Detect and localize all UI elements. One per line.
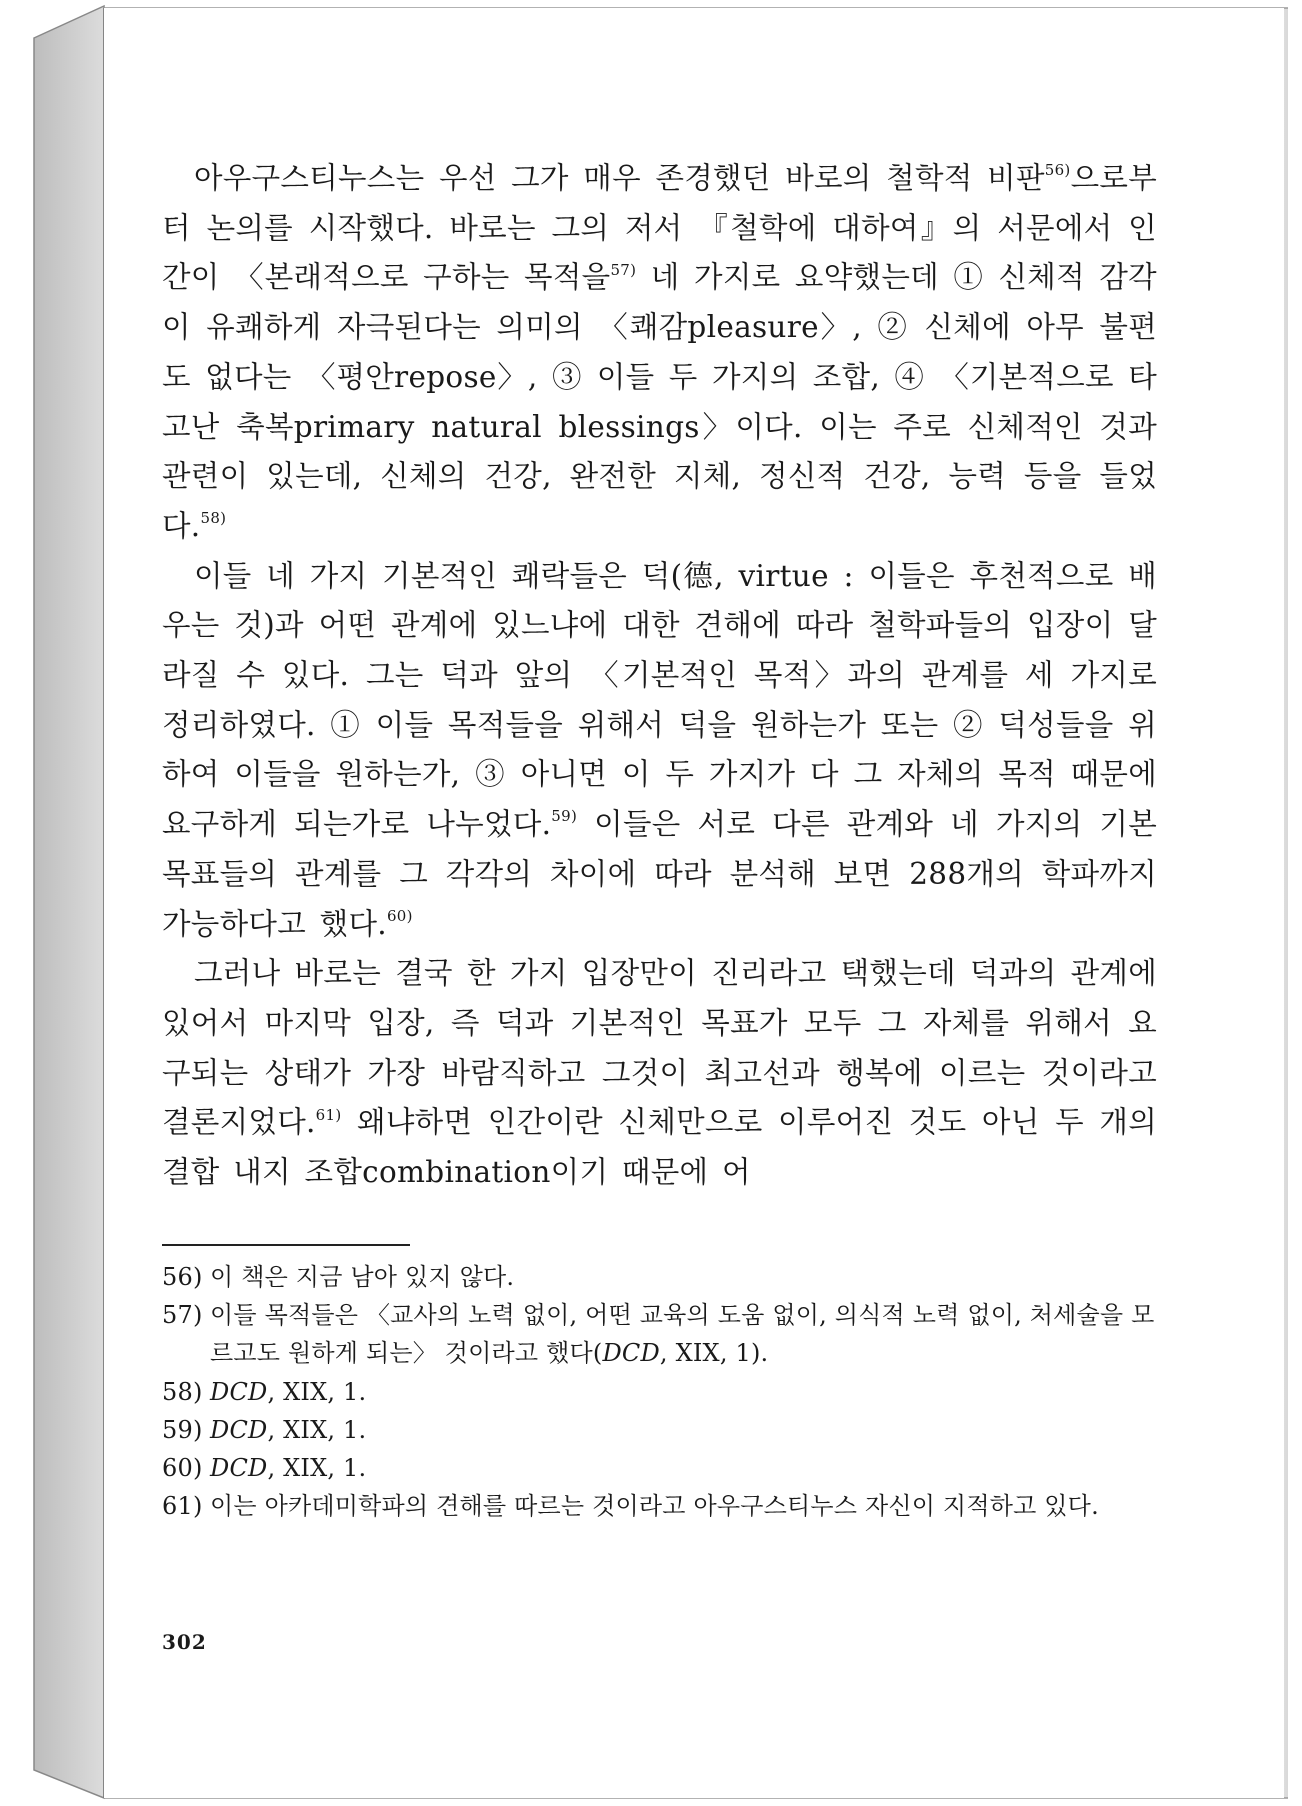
- footnotes-list: [162, 1258, 1157, 1525]
- footnote-text: 이들 목적들은 〈교사의 노력 없이, 어떤 교육의 도움 없이, 의식적 노력 없이, 처세술을 모르고도 원하게 되는〉 것이라고 했다(: [210, 1301, 1155, 1368]
- paragraph-2-text-1: 이들 네 가지 기본적인 쾌락들은 덕(德, virtue : 이들은 후천적으로 배우는 것)과 어떤 관계에 있느냐에 대한 견해에 따라 철학파들의 입장이 달라질 수 있다. 그는 덕과 앞의 〈기본적인 목적〉과의 관계를 세 가지로 정리하였다. ① 이들 목적들을 위해서 덕을 원하는가 또는 ② 덕성들을 위하여 이들을 원하는가, ③ 아니면 이 두 가지가 다 그 자체의 목적 때문에 요구하게 되는가로 나누었다.: [162, 558, 1157, 842]
- footnote-ref-57[interactable]: 57): [610, 260, 637, 279]
- footnote-source: DCD: [210, 1415, 268, 1444]
- paragraph-3: [162, 949, 1157, 1198]
- footnote-ref-59[interactable]: 59): [551, 807, 578, 826]
- footnote-ref-60[interactable]: 60): [386, 906, 413, 925]
- footnote-56: [162, 1258, 1157, 1296]
- paragraph-1-text-3: 네 가지로 요약했는데 ① 신체적 감각이 유쾌하게 자극된다는 의미의 〈쾌감pleasure〉, ② 신체에 아무 불편도 없다는 〈평안repose〉, ③ 이들 두 가지의 조합, ④ 〈기본적으로 타고난 축복primary natural blessings〉이다. 이는 주로 신체적인 것과 관련이 있는데, 신체의 건강, 완전한 지체, 정신적 건강, 능력 등을 들었다.: [162, 260, 1157, 543]
- footnote-divider: [162, 1244, 410, 1246]
- footnote-ref-58[interactable]: 58): [200, 509, 227, 528]
- paragraph-1-text-2: 으로부터 논의를 시작했다. 바로는 그의 저서 『철학에 대하여』의 서문에서 인간이 〈본래적으로 구하는 목적을: [162, 161, 1157, 295]
- footnote-59: [162, 1411, 1157, 1449]
- body-text: [162, 154, 1157, 1198]
- footnote-source: DCD: [210, 1377, 268, 1406]
- footnote-number: 60): [162, 1454, 203, 1483]
- book-spine-edge: [34, 6, 104, 1798]
- footnote-number: 59): [162, 1415, 203, 1444]
- paragraph-3-text-2: 왜냐하면 인간이란 신체만으로 이루어진 것도 아닌 두 개의 결합 내지 조합combination이기 때문에 어: [162, 1105, 1157, 1190]
- footnote-source: DCD: [210, 1454, 268, 1483]
- footnote-citation: , XIX, 1).: [659, 1339, 769, 1368]
- footnote-ref-56[interactable]: 56): [1044, 161, 1071, 180]
- footnote-60: [162, 1449, 1157, 1487]
- paragraph-2: [162, 552, 1157, 950]
- paragraph-2-text-2: 이들은 서로 다른 관계와 네 가지의 기본 목표들의 관계를 그 각각의 차이에 따라 분석해 보면 288개의 학파까지 가능하다고 했다.: [162, 807, 1157, 941]
- footnote-citation: , XIX, 1.: [267, 1377, 367, 1406]
- footnote-ref-61[interactable]: 61): [315, 1105, 342, 1124]
- footnote-61: [162, 1487, 1157, 1525]
- footnote-57: [162, 1296, 1157, 1372]
- footnote-text: 이는 아카데미학파의 견해를 따르는 것이라고 아우구스티누스 자신이 지적하고 있다.: [210, 1492, 1099, 1521]
- footnote-number: 61): [162, 1492, 203, 1521]
- page-number: 302: [162, 1630, 207, 1654]
- footnote-source: DCD: [602, 1339, 660, 1368]
- paragraph-3-text-1: 그러나 바로는 결국 한 가지 입장만이 진리라고 택했는데 덕과의 관계에 있어서 마지막 입장, 즉 덕과 기본적인 목표가 모두 그 자체를 위해서 요구되는 상태가 가장 바람직하고 그것이 최고선과 행복에 이르는 것이라고 결론지었다.: [162, 956, 1157, 1140]
- paragraph-1-text-1: 아우구스티누스는 우선 그가 매우 존경했던 바로의 철학적 비판: [194, 161, 1045, 195]
- paragraph-1: [162, 154, 1157, 552]
- footnote-number: 56): [162, 1263, 203, 1291]
- footnote-citation: , XIX, 1.: [267, 1415, 367, 1444]
- footnote-number: 58): [162, 1377, 203, 1406]
- footnote-number: 57): [162, 1301, 203, 1330]
- footnote-citation: , XIX, 1.: [267, 1454, 367, 1483]
- footnote-58: [162, 1373, 1157, 1411]
- footnote-text: 이 책은 지금 남아 있지 않다.: [210, 1263, 515, 1291]
